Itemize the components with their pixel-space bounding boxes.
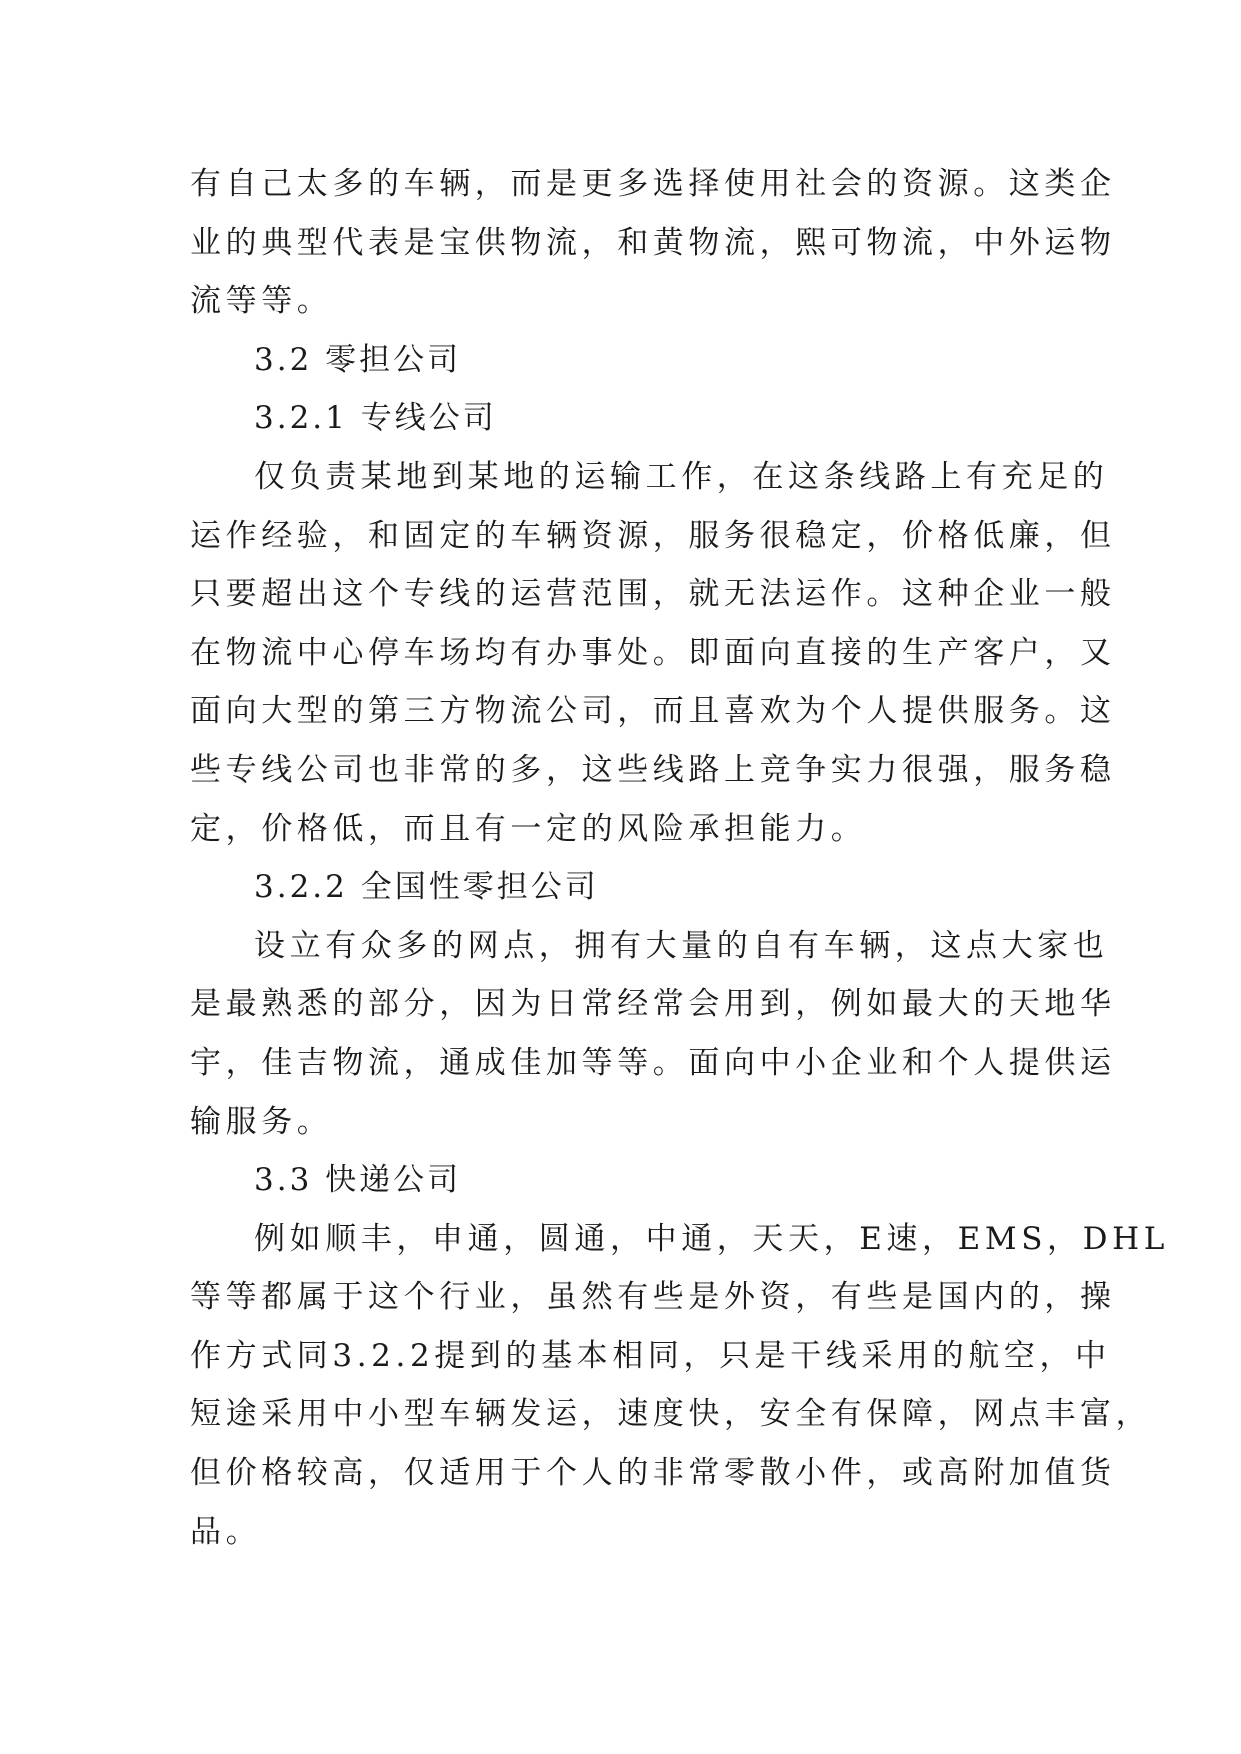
- text-line: 只要超出这个专线的运营范围，就无法运作。这种企业一般: [190, 576, 1116, 613]
- text-line: 流等等。: [190, 283, 333, 320]
- document-page: [190, 155, 1169, 1561]
- text-line: 是最熟悉的部分，因为日常经常会用到，例如最大的天地华: [190, 986, 1116, 1023]
- text-line: 业的典型代表是宝供物流，和黄物流，熙可物流，中外运物: [190, 224, 1116, 261]
- paragraph-intro-continued: [190, 155, 1116, 331]
- text-line: 宇，佳吉物流，通成佳加等等。面向中小企业和个人提供运: [190, 1044, 1116, 1081]
- section-heading-3-2-1: 3.2.1 专线公司: [254, 400, 497, 437]
- text-line: 运作经验，和固定的车辆资源，服务很稳定，价格低廉，但: [190, 517, 1116, 554]
- paragraph-national-ltl-companies: [190, 917, 1116, 1151]
- section-heading-3-3: 3.3 快递公司: [254, 1162, 462, 1199]
- paragraph-express-companies: [190, 1210, 1169, 1562]
- text-line: 短途采用中小型车辆发运，速度快，安全有保障，网点丰富，: [190, 1396, 1152, 1433]
- text-line: 但价格较高，仅适用于个人的非常零散小件，或高附加值货: [190, 1455, 1116, 1492]
- section-heading-3-2: 3.2 零担公司: [254, 341, 462, 378]
- text-line: 例如顺丰，申通，圆通，中通，天天，E速，EMS，DHL: [254, 1220, 1169, 1257]
- text-line: 有自己太多的车辆，而是更多选择使用社会的资源。这类企: [190, 166, 1116, 202]
- text-line: 些专线公司也非常的多，这些线路上竞争实力很强，服务稳: [190, 751, 1116, 788]
- text-line: 等等都属于这个行业，虽然有些是外资，有些是国内的，操: [190, 1279, 1116, 1316]
- text-line: 面向大型的第三方物流公司，而且喜欢为个人提供服务。这: [190, 693, 1116, 730]
- text-line: 品。: [190, 1513, 262, 1550]
- text-line: 定，价格低，而且有一定的风险承担能力。: [190, 810, 867, 847]
- text-line: 输服务。: [190, 1103, 333, 1140]
- text-line: 作方式同3.2.2提到的基本相同，只是干线采用的航空，中: [190, 1337, 1111, 1374]
- text-line: 仅负责某地到某地的运输工作，在这条线路上有充足的: [254, 458, 1109, 495]
- section-heading-3-2-2: 3.2.2 全国性零担公司: [254, 869, 599, 906]
- text-line: 在物流中心停车场均有办事处。即面向直接的生产客户，又: [190, 634, 1116, 671]
- paragraph-dedicated-line-companies: [190, 448, 1116, 858]
- text-line: 设立有众多的网点，拥有大量的自有车辆，这点大家也: [254, 927, 1109, 964]
